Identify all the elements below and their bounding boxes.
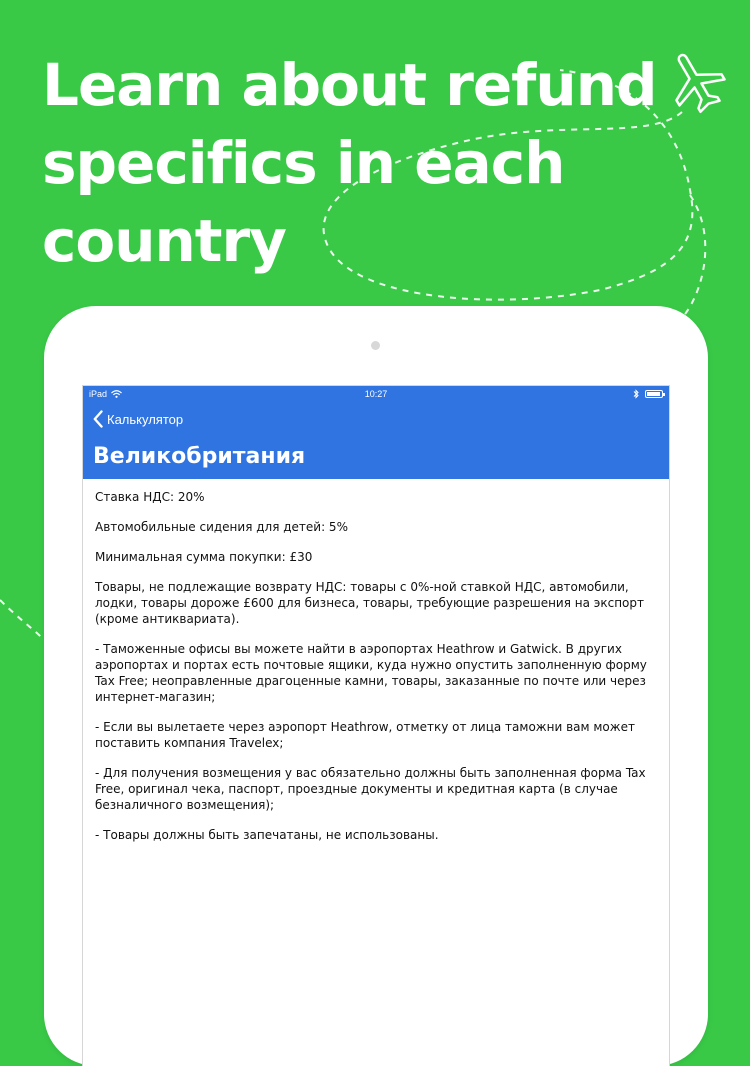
device-label: iPad xyxy=(89,389,108,399)
info-paragraph: Автомобильные сидения для детей: 5% xyxy=(95,520,348,534)
headline xyxy=(42,46,662,280)
camera-dot xyxy=(371,341,380,350)
battery-icon xyxy=(645,390,663,398)
info-paragraph: Ставка НДС: 20% xyxy=(95,490,205,504)
info-paragraph: - Если вы вылетаете через аэропорт Heathrow, отметку от лица таможни вам может поставить компания Travelex; xyxy=(95,720,635,750)
headline-line-3: country xyxy=(42,207,286,275)
status-time: 10:27 xyxy=(364,389,388,399)
info-paragraph: - Таможенные офисы вы можете найти в аэропортах Heathrow и Gatwick. В других аэропортах и портах есть почтовые ящики, куда нужно опустить заполненную форму Tax Free; неоправленные драгоценные камни, товары, заказанные по почте или через интернет-магазин; xyxy=(95,642,647,704)
headline-line-2: specifics in each xyxy=(42,129,565,197)
info-paragraph: Товары, не подлежащие возврату НДС: товары с 0%-ной ставкой НДС, автомобили, лодки, товары дороже £600 для бизнеса, товары, требующие разрешения на экспорт (кроме антиквариата). xyxy=(95,580,644,626)
battery-level xyxy=(647,392,660,396)
country-info xyxy=(83,479,669,843)
info-paragraph: Минимальная сумма покупки: £30 xyxy=(95,550,313,564)
page-title: Великобритания xyxy=(93,444,306,469)
headline-line-1: Learn about refund xyxy=(42,51,657,119)
bluetooth-icon xyxy=(633,389,639,399)
app-header xyxy=(83,386,669,479)
info-paragraph: - Для получения возмещения у вас обязательно должны быть заполненная форма Tax Free, оригинал чека, паспорт, проездные документы и кредитная карта (в случае безналичного возмещения); xyxy=(95,766,646,812)
status-right xyxy=(633,389,663,399)
airplane-icon xyxy=(658,43,732,120)
app-screen xyxy=(83,386,669,1066)
chevron-left-icon xyxy=(93,410,103,428)
back-button[interactable] xyxy=(93,410,183,428)
back-button-label: Калькулятор xyxy=(107,411,184,427)
info-paragraph: - Товары должны быть запечатаны, не использованы. xyxy=(95,828,439,842)
status-bar xyxy=(83,386,669,404)
ipad-frame xyxy=(44,306,708,1066)
